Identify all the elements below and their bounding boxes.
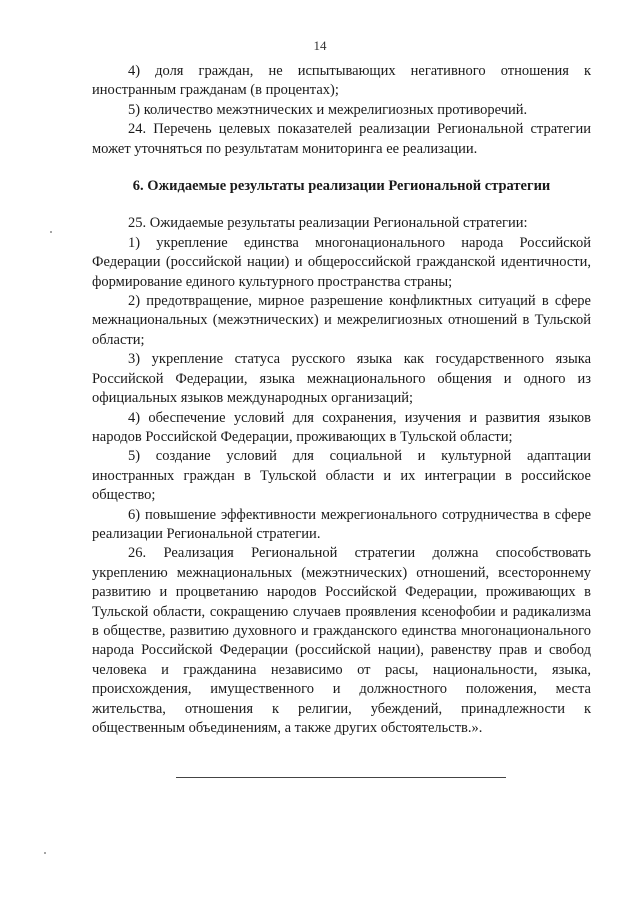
document-body: [92, 62, 591, 738]
scan-speck: [44, 852, 46, 854]
paragraph-indicator-4: 4) доля граждан, не испытывающих негативного отношения к иностранным гражданам (в процентах);: [92, 63, 591, 99]
result-item-4: 4) обеспечение условий для сохранения, изучения и развития языков народов Российской Федерации, проживающих в Тульской области;: [92, 409, 591, 445]
result-item-6: 6) повышение эффективности межрегионального сотрудничества в сфере реализации Региональной стратегии.: [92, 506, 591, 542]
result-item-3: 3) укрепление статуса русского языка как государственного языка Российской Федерации, языка межнационального общения и одного из официальных языков международных организаций;: [92, 351, 591, 407]
scan-speck: [50, 231, 52, 233]
spacer: [92, 196, 591, 214]
closing-rule-divider: [176, 777, 506, 778]
section-heading: 6. Ожидаемые результаты реализации Региональной стратегии: [132, 178, 551, 195]
spacer: [92, 159, 591, 177]
result-item-1: 1) укрепление единства многонационального народа Российской Федерации (российской нации) и общероссийской гражданской идентичности, формирование единого культурного пространства страны;: [92, 234, 591, 290]
paragraph-26: 26. Реализация Региональной стратегии должна способствовать укреплению межнациональных (межэтнических) отношений, всестороннему развитию и процветанию народов Российской Федерации, проживающих в Тульской области, сокращению случаев проявления ксенофобии и радикализма в обществе, развитию духовного и гражданского единства многонационального народа Российской Федерации (российской нации), равенству прав и свобод человека и гражданина независимо от расы, национальности, языка, происхождения, имущественного и должностного положения, места жительства, отношения к религии, убеждений, принадлежности к общественным объединениям, а также других обстоятельств.».: [92, 545, 591, 736]
paragraph-25: 25. Ожидаемые результаты реализации Региональной стратегии:: [128, 215, 528, 232]
result-item-2: 2) предотвращение, мирное разрешение конфликтных ситуаций в сфере межнациональных (межэтнических) и межрелигиозных отношений в Тульской области;: [92, 293, 591, 348]
result-item-5: 5) создание условий для социальной и культурной адаптации иностранных граждан в Тульской области и их интеграции в российское общество;: [92, 448, 591, 504]
paragraph-24: 24. Перечень целевых показателей реализации Региональной стратегии может уточняться по результатам мониторинга ее реализации.: [92, 121, 591, 157]
page-number: 14: [313, 38, 327, 53]
paragraph-indicator-5: 5) количество межэтнических и межрелигиозных противоречий.: [128, 101, 528, 118]
